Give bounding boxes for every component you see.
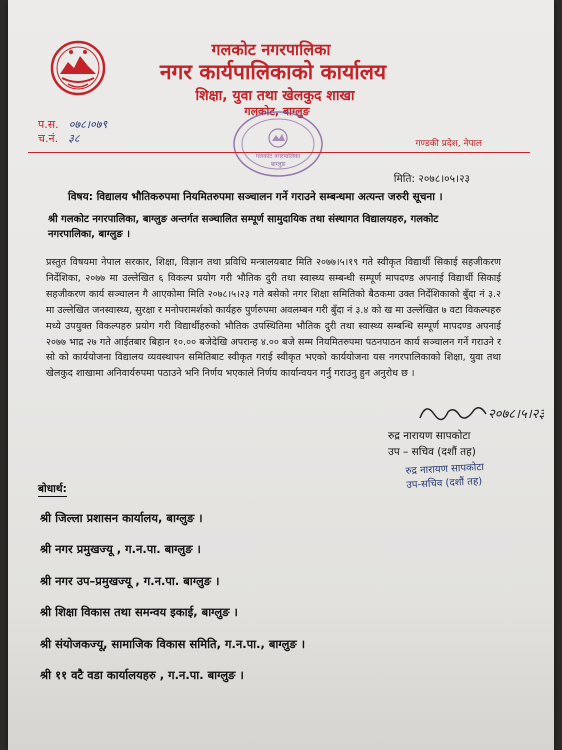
cc-item: श्री नगर प्रमुखज्यू , ग.न.पा. बाग्लुङ । (40, 542, 201, 557)
stamp-text-2: बाग्लुङ (270, 161, 286, 168)
office-name: नगर कार्यपालिकाको कार्यालय (159, 60, 387, 84)
signature-date: २०७८।५।२३ (488, 407, 544, 422)
letterhead-divider (28, 152, 530, 153)
letter-subject: विषय: विद्यालय भौतिकरुपमा नियमितरुपमा सञ्चालन गर्ने गराउने सम्बन्धमा अत्यन्त जरुरी सूचना । (68, 191, 443, 203)
letter-date: मिति: २०७८।०५।२३ (393, 173, 470, 185)
letter-body: प्रस्तुत विषयमा नेपाल सरकार, शिक्षा, विज्ञान तथा प्रविधि मन्त्रालयबाट मिति २०७७।५।१९ गते स्वीकृत विद्यार्थी सिकाई सहजीकरण निर्देशिका, २०७७ मा उल्लेखित ६ विकल्प प्रयोग गरी भौतिक दुरी तथा स्वास्थ्य सम्बन्धी सम्पूर्ण मापदण्ड अपनाई विद्यार्थी सिकाई सहजीकरण कार्य सञ्चालन गै आएकोमा मिति २०७८।५।२३ गते बसेको नगर शिक्षा समितिको बैठकमा उक्त निर्देशिकाको बुँदा नं ३.२ मा उल्लेखित जनस्वास्थ्य, सुरक्षा र मनोपरामर्शको कार्यहरु पुर्णरुपमा अवलम्बन गरी बुँदा नं ३.४ को ख मा उल्लेखित ७ वटा विकल्पहरु मध्ये उपयुक्त विकल्पहरु प्रयोग गरी विद्यार्थीहरुको भौतिक उपस्थितिमा भौतिक दुरी तथा स्वास्थ्य सम्बन्धि सम्पूर्ण मापदण्ड अपनाई २०७७ भाद्र २७ गते आईतबार बिहान १०.०० बजेदेखि अपरान्ह ४.०० बजे सम्म नियमितरुपमा पठनपाठन कार्य सञ्चालन गर्ने गराउने र सो को कार्ययोजना विद्यालय व्यवस्थापन समितिबाट स्वीकृत गराई स्वीकृत भएको कार्ययोजना यस नगरपालिकाको शिक्षा, युवा तथा खेलकुद शाखामा अनिवार्यरुपमा पठाउने भनि निर्णय भएकाले निर्णय कार्यान्वयन गर्नु गराउनु हुन अनुरोध छ । (46, 257, 501, 380)
cc-item: श्री जिल्ला प्रशासन कार्यालय, बाग्लुङ । (40, 511, 203, 525)
section-name: शिक्षा, युवा तथा खेलकुद शाखा (195, 88, 355, 104)
stamp-text-1: गलकोट नगरपालिका (255, 153, 301, 160)
letter-recipient: श्री गलकोट नगरपालिका, बाग्लुङ अन्तर्गत सञ्चालित सम्पूर्ण सामुदायिक तथा संस्थागत विद्यालयहरु, गलकोट नगरपालिका, बाग्लुङ । (48, 214, 439, 240)
province-label: गण्डकी प्रदेश, नेपाल (415, 139, 482, 149)
cc-item: श्री संयोजकज्यू, सामाजिक विकास समिति, ग.न.पा., बाग्लुङ । (40, 636, 306, 651)
cn-value: ३८ (68, 132, 80, 145)
office-stamp (230, 108, 326, 180)
letter-page (8, 0, 554, 750)
ps-value: ०७८।०७९ (68, 118, 108, 131)
cc-list (40, 508, 305, 696)
signer-name-stamp (405, 461, 485, 493)
cc-item: श्री नगर उप–प्रमुखज्यू , ग.न.पा. बाग्लुङ । (40, 573, 220, 588)
cn-label: च.नं. (38, 132, 59, 145)
signer-name: रुद्र नारायण सापकोटा (388, 430, 471, 442)
cc-item: श्री शिक्षा विकास तथा समन्वय इकाई, बाग्लुङ । (40, 605, 238, 620)
blue-stamp-title: उप-सचिव (दशौं तह) (406, 476, 483, 492)
reference-block (38, 118, 107, 146)
signer-block (388, 428, 476, 460)
municipality-name: गलकोट नगरपालिका (211, 40, 331, 59)
blue-stamp-name: रुद्र नारायण सापकोटा (405, 461, 485, 478)
cc-label: बोधार्थ: (38, 483, 67, 495)
signer-title: उप – सचिव (दशौं तह) (388, 446, 476, 458)
ps-label: प.स. (38, 118, 59, 131)
office-address: गलकोट, बाग्लुङ (244, 105, 310, 118)
handwritten-signature (414, 396, 544, 430)
cc-item: श्री ११ वटै वडा कार्यालयहरु , ग.न.पा. बाग्लुङ । (40, 667, 244, 682)
